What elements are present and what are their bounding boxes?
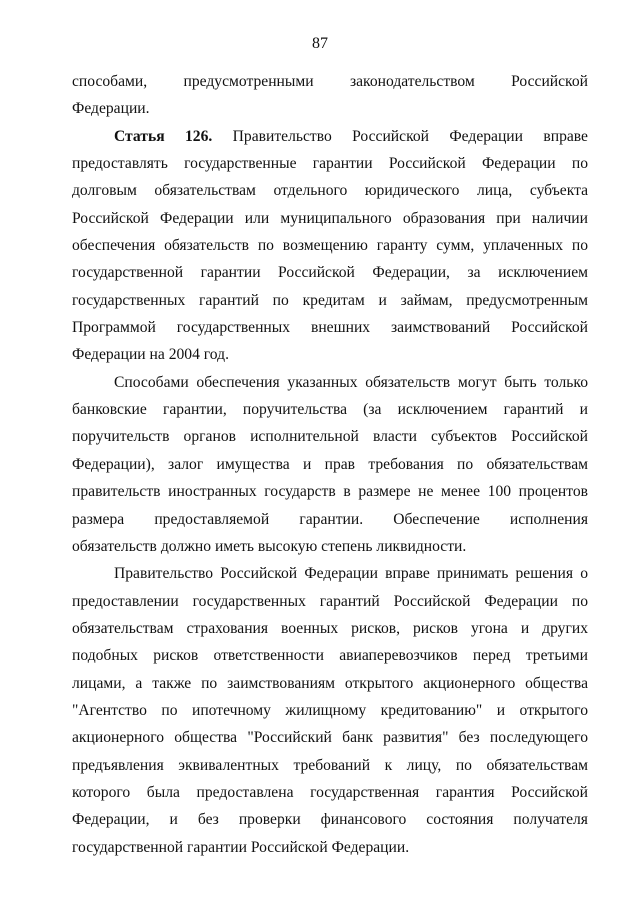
text-line: которого была предоставлена государственная гарантия Российской — [72, 783, 588, 801]
text-line: "Агентство по ипотечному жилищному кредитованию" и открытого — [72, 701, 588, 719]
text-line: лицами, а также по заимствованиям открытого акционерного общества — [72, 674, 588, 692]
text-line: акционерного общества "Российский банк развития" без последующего — [72, 729, 588, 747]
text-line: подобных рисков ответственности авиаперевозчиков перед третьими — [72, 647, 588, 665]
text-line: предоставлять государственные гарантии Российской Федерации по — [72, 155, 588, 173]
text-line: Правительство Российской Федерации вправе принимать решения о — [114, 565, 588, 583]
text-line-rest: Правительство Российской Федерации вправе — [232, 127, 588, 145]
document-body — [72, 68, 588, 861]
text-line: Федерации), залог имущества и прав требования по обязательствам — [72, 455, 588, 473]
text-line: государственных гарантий по кредитам и займам, предусмотренным — [72, 291, 588, 309]
text-line: Российской Федерации или муниципального образования при наличии — [72, 209, 588, 227]
text-line-with-heading — [72, 123, 588, 150]
text-line: обязательств должно иметь высокую степень ликвидности. — [72, 537, 467, 555]
article-heading: Статья 126. — [114, 127, 213, 145]
text-line: государственной гарантии Российской Федерации. — [72, 838, 410, 856]
paragraph-article-126 — [72, 123, 588, 369]
paragraph-security-methods — [72, 369, 588, 560]
text-line: поручительств органов исполнительной власти субъектов Российской — [72, 428, 588, 446]
text-line: правительств иностранных государств в размере не менее 100 процентов — [72, 483, 588, 501]
text-line: долговым обязательствам отдельного юридического лица, субъекта — [72, 182, 588, 200]
text-line: обязательствам страхования военных рисков, рисков угона и других — [72, 619, 588, 637]
text-line: способами, предусмотренными законодательством Российской — [72, 73, 588, 90]
text-line: Способами обеспечения указанных обязательств могут быть только — [114, 373, 588, 391]
text-line: Программой государственных внешних заимствований Российской — [72, 319, 588, 337]
text-line: обеспечения обязательств по возмещению гаранту сумм, уплаченных по — [72, 237, 588, 255]
text-line: Федерации, и без проверки финансового состояния получателя — [72, 811, 588, 829]
text-line: размера предоставляемой гарантии. Обеспечение исполнения — [72, 510, 588, 528]
text-line: предъявления эквивалентных требований к лицу, по обязательствам — [72, 756, 588, 774]
page-number: 87 — [312, 35, 328, 52]
paragraph-continuation — [72, 68, 588, 123]
text-line: предоставлении государственных гарантий Российской Федерации по — [72, 592, 588, 610]
paragraph-government-decisions — [72, 560, 588, 861]
text-line: Федерации на 2004 год. — [72, 346, 229, 364]
text-line: государственной гарантии Российской Федерации, за исключением — [72, 264, 588, 282]
text-line: Федерации. — [72, 100, 150, 118]
text-line: банковские гарантии, поручительства (за исключением гарантий и — [72, 401, 588, 419]
